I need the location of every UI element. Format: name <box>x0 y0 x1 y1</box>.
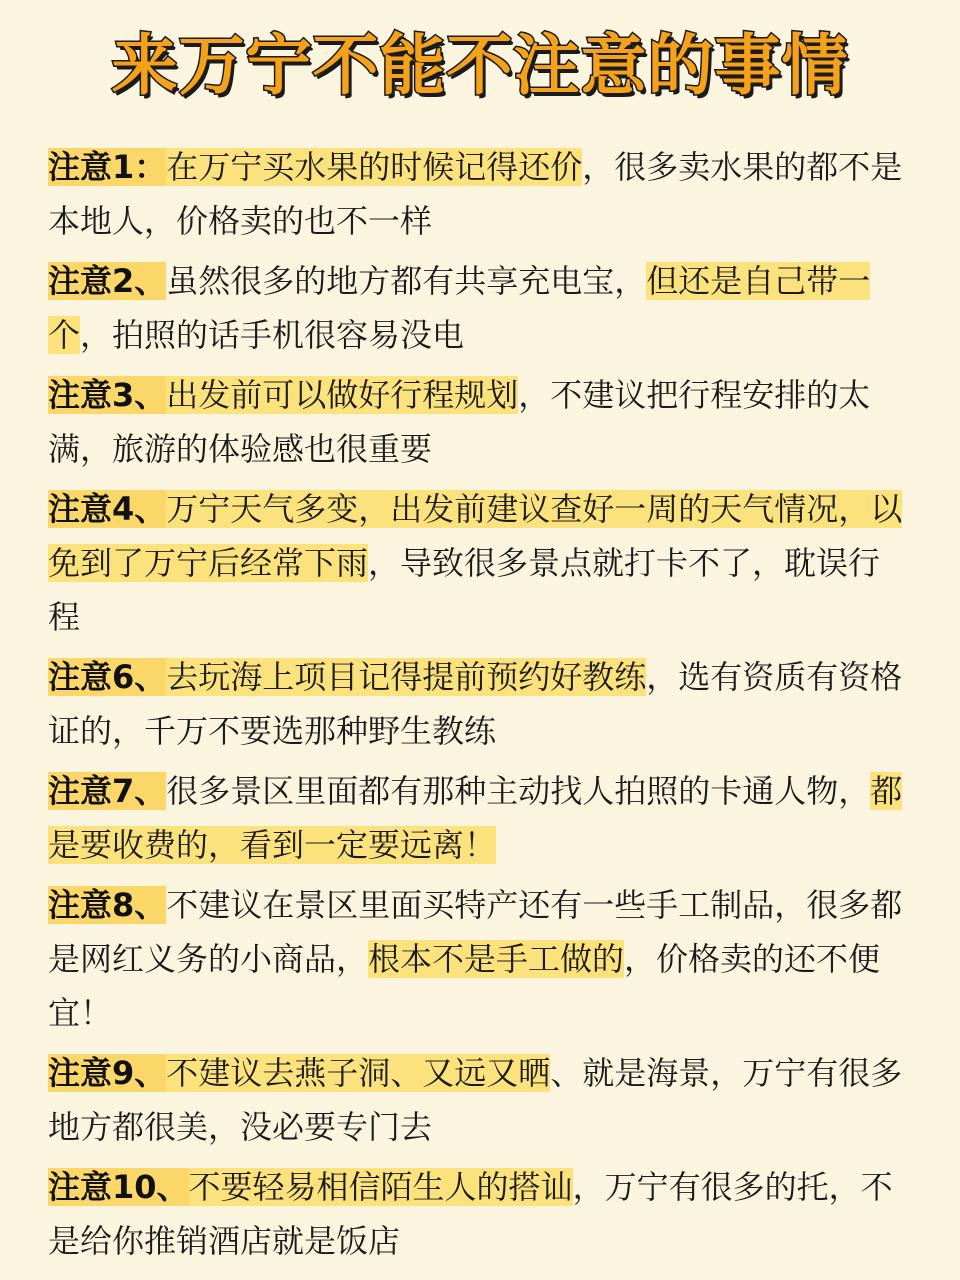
page-title: 来万宁不能不注意的事情 <box>111 27 849 104</box>
note-item-7 <box>48 764 908 872</box>
note-highlight-2: 都是要收费的，看到一定要远离！ <box>48 772 903 864</box>
note-tag: 注意4、 <box>48 490 167 528</box>
note-text-end: ，价格卖的还不便宜！ <box>48 940 881 1032</box>
note-item-3 <box>48 368 908 476</box>
note-item-6 <box>48 650 908 758</box>
note-text: ，万宁有很多的托，不是给你推销酒店就是饭店 <box>48 1168 893 1260</box>
note-highlight: 万宁天气多变，出发前建议查好一周的天气情况，以免到了万宁后经常下雨 <box>48 490 903 582</box>
note-item-2 <box>48 254 908 362</box>
note-text: ，导致很多景点就打卡不了，耽误行程 <box>48 544 881 636</box>
note-tag: 注意1： <box>48 148 167 186</box>
note-tag: 注意9、 <box>48 1054 167 1092</box>
note-tag: 注意3、 <box>48 376 167 414</box>
note-tag: 注意7、 <box>48 772 167 810</box>
note-text: ，不建议把行程安排的太满，旅游的体验感也很重要 <box>48 376 871 468</box>
note-item-8 <box>48 878 908 1040</box>
note-text: 、就是海景，万宁有很多地方都很美，没必要专门去 <box>48 1054 903 1146</box>
note-highlight: 出发前可以做好行程规划 <box>166 376 519 414</box>
note-highlight: 在万宁买水果的时候记得还价 <box>166 148 583 186</box>
note-tag: 注意10、 <box>48 1168 189 1206</box>
note-item-10 <box>48 1160 908 1268</box>
note-highlight-2: 但还是自己带一个 <box>48 262 871 354</box>
note-text: ，很多卖水果的都不是本地人，价格卖的也不一样 <box>48 148 903 240</box>
note-text-end: ，拍照的话手机很容易没电 <box>80 316 465 354</box>
notes-list <box>48 140 908 1274</box>
note-text: 不建议在景区里面买特产还有一些手工制品，很多都是网红义务的小商品， <box>48 886 903 978</box>
note-tag: 注意2、 <box>48 262 167 300</box>
note-highlight: 不建议去燕子洞、又远又晒 <box>166 1054 551 1092</box>
note-highlight: 不要轻易相信陌生人的搭讪 <box>188 1168 573 1206</box>
note-text: 虽然很多的地方都有共享充电宝， <box>166 262 647 300</box>
note-highlight: 去玩海上项目记得提前预约好教练 <box>166 658 647 696</box>
note-item-4 <box>48 482 908 644</box>
note-item-9 <box>48 1046 908 1154</box>
note-item-1 <box>48 140 908 248</box>
note-text: 很多景区里面都有那种主动找人拍照的卡通人物， <box>166 772 871 810</box>
note-tag: 注意8、 <box>48 886 167 924</box>
note-highlight-2: 根本不是手工做的 <box>368 940 625 978</box>
note-text: ，选有资质有资格证的，千万不要选那种野生教练 <box>48 658 903 750</box>
note-tag: 注意6、 <box>48 658 167 696</box>
